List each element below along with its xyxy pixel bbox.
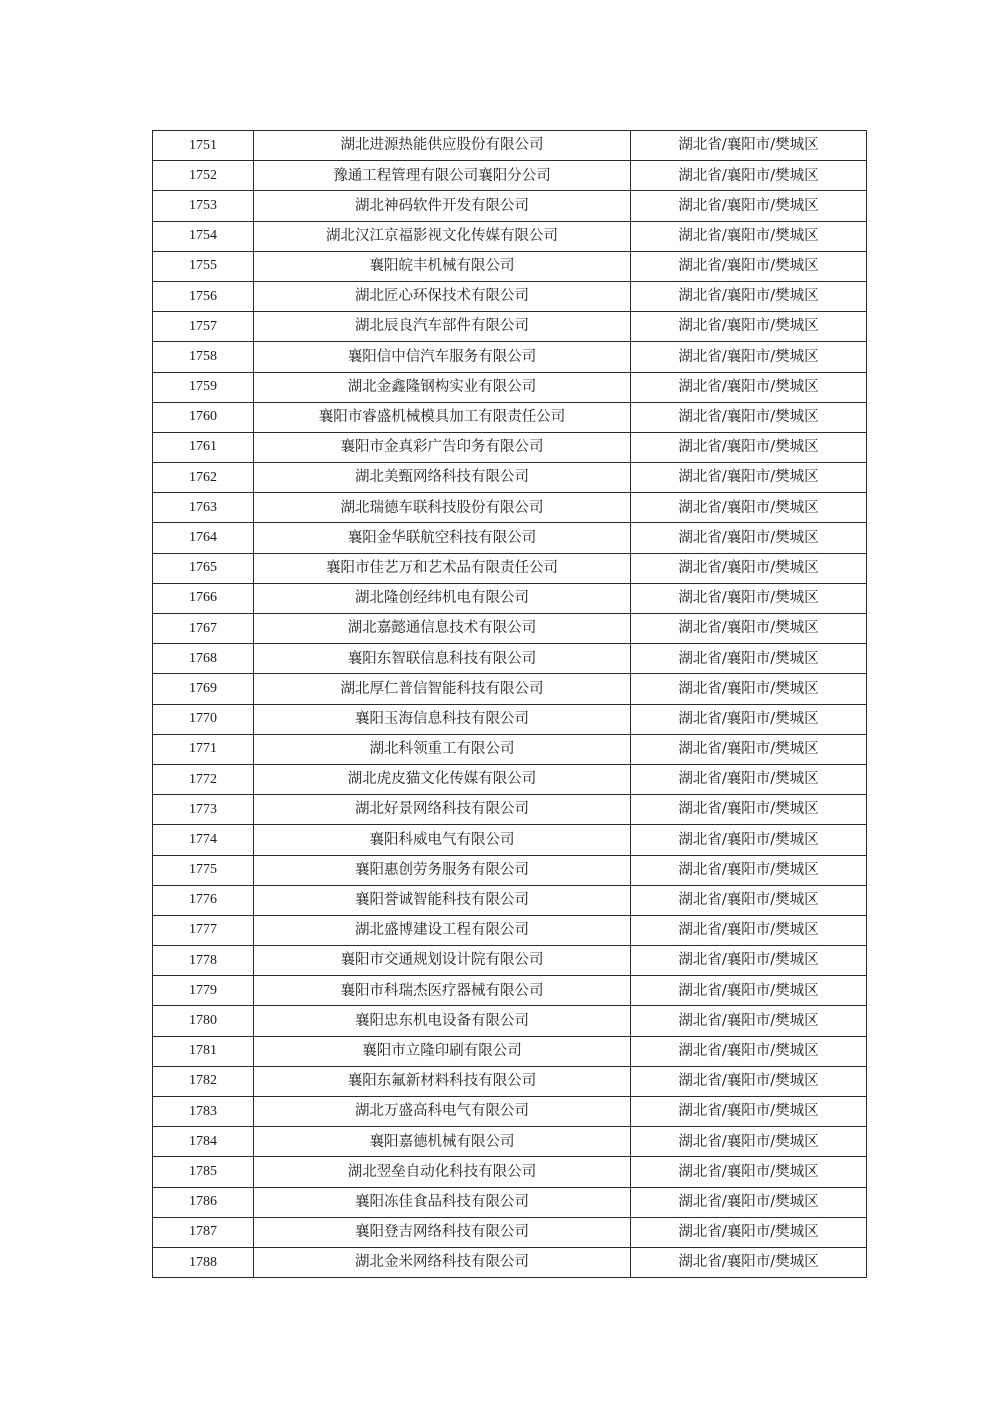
company-name-cell: 湖北翌垒自动化科技有限公司 <box>254 1157 631 1187</box>
company-name-cell: 湖北科领重工有限公司 <box>254 734 631 764</box>
region-cell: 湖北省/襄阳市/樊城区 <box>631 553 867 583</box>
row-number-cell: 1751 <box>153 131 254 161</box>
table-row <box>153 553 867 583</box>
company-name-cell: 湖北瑞德车联科技股份有限公司 <box>254 493 631 523</box>
table-row <box>153 523 867 553</box>
company-name-cell: 襄阳市立隆印刷有限公司 <box>254 1036 631 1066</box>
table-row <box>153 463 867 493</box>
row-number-cell: 1760 <box>153 402 254 432</box>
row-number-cell: 1753 <box>153 191 254 221</box>
region-cell: 湖北省/襄阳市/樊城区 <box>631 161 867 191</box>
row-number-cell: 1777 <box>153 915 254 945</box>
table-row <box>153 1247 867 1277</box>
row-number-cell: 1769 <box>153 674 254 704</box>
table-row <box>153 764 867 794</box>
table-row <box>153 1006 867 1036</box>
table-row <box>153 976 867 1006</box>
company-name-cell: 湖北厚仁普信智能科技有限公司 <box>254 674 631 704</box>
table-row <box>153 131 867 161</box>
table-row <box>153 342 867 372</box>
company-name-cell: 襄阳市交通规划设计院有限公司 <box>254 946 631 976</box>
table-row <box>153 312 867 342</box>
company-name-cell: 湖北嘉懿通信息技术有限公司 <box>254 614 631 644</box>
region-cell: 湖北省/襄阳市/樊城区 <box>631 855 867 885</box>
region-cell: 湖北省/襄阳市/樊城区 <box>631 372 867 402</box>
company-name-cell: 豫通工程管理有限公司襄阳分公司 <box>254 161 631 191</box>
company-name-cell: 襄阳誉诚智能科技有限公司 <box>254 885 631 915</box>
table-row <box>153 221 867 251</box>
region-cell: 湖北省/襄阳市/樊城区 <box>631 583 867 613</box>
row-number-cell: 1754 <box>153 221 254 251</box>
company-name-cell: 襄阳市金真彩广告印务有限公司 <box>254 432 631 462</box>
region-cell: 湖北省/襄阳市/樊城区 <box>631 131 867 161</box>
region-cell: 湖北省/襄阳市/樊城区 <box>631 1127 867 1157</box>
company-name-cell: 襄阳惠创劳务服务有限公司 <box>254 855 631 885</box>
row-number-cell: 1781 <box>153 1036 254 1066</box>
table-row <box>153 432 867 462</box>
table-row <box>153 644 867 674</box>
region-cell: 湖北省/襄阳市/樊城区 <box>631 1157 867 1187</box>
region-cell: 湖北省/襄阳市/樊城区 <box>631 1187 867 1217</box>
company-name-cell: 襄阳东氟新材料科技有限公司 <box>254 1066 631 1096</box>
table-row <box>153 614 867 644</box>
region-cell: 湖北省/襄阳市/樊城区 <box>631 1217 867 1247</box>
company-name-cell: 湖北隆创经纬机电有限公司 <box>254 583 631 613</box>
table-row <box>153 915 867 945</box>
row-number-cell: 1787 <box>153 1217 254 1247</box>
company-name-cell: 湖北万盛高科电气有限公司 <box>254 1097 631 1127</box>
row-number-cell: 1782 <box>153 1066 254 1096</box>
row-number-cell: 1757 <box>153 312 254 342</box>
table-row <box>153 493 867 523</box>
table-row <box>153 402 867 432</box>
region-cell: 湖北省/襄阳市/樊城区 <box>631 221 867 251</box>
region-cell: 湖北省/襄阳市/樊城区 <box>631 764 867 794</box>
table-row <box>153 1187 867 1217</box>
row-number-cell: 1766 <box>153 583 254 613</box>
region-cell: 湖北省/襄阳市/樊城区 <box>631 1097 867 1127</box>
region-cell: 湖北省/襄阳市/樊城区 <box>631 885 867 915</box>
region-cell: 湖北省/襄阳市/樊城区 <box>631 614 867 644</box>
company-name-cell: 襄阳忠东机电设备有限公司 <box>254 1006 631 1036</box>
company-name-cell: 襄阳东智联信息科技有限公司 <box>254 644 631 674</box>
row-number-cell: 1783 <box>153 1097 254 1127</box>
row-number-cell: 1786 <box>153 1187 254 1217</box>
company-name-cell: 襄阳玉海信息科技有限公司 <box>254 704 631 734</box>
company-name-cell: 湖北汉江京福影视文化传媒有限公司 <box>254 221 631 251</box>
company-name-cell: 湖北好景网络科技有限公司 <box>254 795 631 825</box>
row-number-cell: 1767 <box>153 614 254 644</box>
company-list-table <box>152 130 867 1278</box>
row-number-cell: 1768 <box>153 644 254 674</box>
region-cell: 湖北省/襄阳市/樊城区 <box>631 704 867 734</box>
row-number-cell: 1774 <box>153 825 254 855</box>
company-name-cell: 襄阳登吉网络科技有限公司 <box>254 1217 631 1247</box>
region-cell: 湖北省/襄阳市/樊城区 <box>631 1247 867 1277</box>
table-row <box>153 251 867 281</box>
table-row <box>153 825 867 855</box>
company-name-cell: 湖北辰良汽车部件有限公司 <box>254 312 631 342</box>
region-cell: 湖北省/襄阳市/樊城区 <box>631 644 867 674</box>
table-row <box>153 674 867 704</box>
row-number-cell: 1785 <box>153 1157 254 1187</box>
company-name-cell: 襄阳信中信汽车服务有限公司 <box>254 342 631 372</box>
region-cell: 湖北省/襄阳市/樊城区 <box>631 523 867 553</box>
table-row <box>153 191 867 221</box>
company-name-cell: 襄阳冻佳食品科技有限公司 <box>254 1187 631 1217</box>
row-number-cell: 1764 <box>153 523 254 553</box>
row-number-cell: 1765 <box>153 553 254 583</box>
row-number-cell: 1762 <box>153 463 254 493</box>
row-number-cell: 1770 <box>153 704 254 734</box>
region-cell: 湖北省/襄阳市/樊城区 <box>631 976 867 1006</box>
row-number-cell: 1779 <box>153 976 254 1006</box>
company-name-cell: 湖北匠心环保技术有限公司 <box>254 281 631 311</box>
region-cell: 湖北省/襄阳市/樊城区 <box>631 342 867 372</box>
table-row <box>153 946 867 976</box>
region-cell: 湖北省/襄阳市/樊城区 <box>631 1006 867 1036</box>
region-cell: 湖北省/襄阳市/樊城区 <box>631 463 867 493</box>
table-row <box>153 583 867 613</box>
row-number-cell: 1772 <box>153 764 254 794</box>
table-row <box>153 1097 867 1127</box>
row-number-cell: 1776 <box>153 885 254 915</box>
region-cell: 湖北省/襄阳市/樊城区 <box>631 795 867 825</box>
row-number-cell: 1755 <box>153 251 254 281</box>
row-number-cell: 1784 <box>153 1127 254 1157</box>
region-cell: 湖北省/襄阳市/樊城区 <box>631 1066 867 1096</box>
company-name-cell: 襄阳金华联航空科技有限公司 <box>254 523 631 553</box>
table-row <box>153 704 867 734</box>
company-name-cell: 湖北金米网络科技有限公司 <box>254 1247 631 1277</box>
row-number-cell: 1761 <box>153 432 254 462</box>
company-name-cell: 襄阳科威电气有限公司 <box>254 825 631 855</box>
company-name-cell: 湖北神码软件开发有限公司 <box>254 191 631 221</box>
region-cell: 湖北省/襄阳市/樊城区 <box>631 734 867 764</box>
table-row <box>153 161 867 191</box>
row-number-cell: 1758 <box>153 342 254 372</box>
row-number-cell: 1788 <box>153 1247 254 1277</box>
region-cell: 湖北省/襄阳市/樊城区 <box>631 251 867 281</box>
region-cell: 湖北省/襄阳市/樊城区 <box>631 946 867 976</box>
table-row <box>153 1157 867 1187</box>
company-name-cell: 襄阳市科瑞杰医疗器械有限公司 <box>254 976 631 1006</box>
row-number-cell: 1778 <box>153 946 254 976</box>
row-number-cell: 1780 <box>153 1006 254 1036</box>
table-row <box>153 885 867 915</box>
region-cell: 湖北省/襄阳市/樊城区 <box>631 1036 867 1066</box>
region-cell: 湖北省/襄阳市/樊城区 <box>631 674 867 704</box>
region-cell: 湖北省/襄阳市/樊城区 <box>631 191 867 221</box>
row-number-cell: 1756 <box>153 281 254 311</box>
region-cell: 湖北省/襄阳市/樊城区 <box>631 493 867 523</box>
company-name-cell: 襄阳嘉德机械有限公司 <box>254 1127 631 1157</box>
row-number-cell: 1771 <box>153 734 254 764</box>
company-name-cell: 湖北进源热能供应股份有限公司 <box>254 131 631 161</box>
table-row <box>153 372 867 402</box>
region-cell: 湖北省/襄阳市/樊城区 <box>631 281 867 311</box>
table-row <box>153 734 867 764</box>
row-number-cell: 1752 <box>153 161 254 191</box>
table-row <box>153 1036 867 1066</box>
company-name-cell: 襄阳皖丰机械有限公司 <box>254 251 631 281</box>
region-cell: 湖北省/襄阳市/樊城区 <box>631 825 867 855</box>
table-row <box>153 1217 867 1247</box>
table-body <box>153 131 867 1278</box>
table-row <box>153 1127 867 1157</box>
company-name-cell: 襄阳市佳艺万和艺术品有限责任公司 <box>254 553 631 583</box>
region-cell: 湖北省/襄阳市/樊城区 <box>631 402 867 432</box>
company-name-cell: 襄阳市睿盛机械模具加工有限责任公司 <box>254 402 631 432</box>
row-number-cell: 1773 <box>153 795 254 825</box>
company-name-cell: 湖北盛博建设工程有限公司 <box>254 915 631 945</box>
region-cell: 湖北省/襄阳市/樊城区 <box>631 312 867 342</box>
table-row <box>153 795 867 825</box>
table-row <box>153 281 867 311</box>
region-cell: 湖北省/襄阳市/樊城区 <box>631 432 867 462</box>
region-cell: 湖北省/襄阳市/樊城区 <box>631 915 867 945</box>
table-row <box>153 855 867 885</box>
company-name-cell: 湖北金鑫隆钢构实业有限公司 <box>254 372 631 402</box>
row-number-cell: 1763 <box>153 493 254 523</box>
table-row <box>153 1066 867 1096</box>
row-number-cell: 1775 <box>153 855 254 885</box>
row-number-cell: 1759 <box>153 372 254 402</box>
company-name-cell: 湖北虎皮猫文化传媒有限公司 <box>254 764 631 794</box>
company-name-cell: 湖北美甄网络科技有限公司 <box>254 463 631 493</box>
